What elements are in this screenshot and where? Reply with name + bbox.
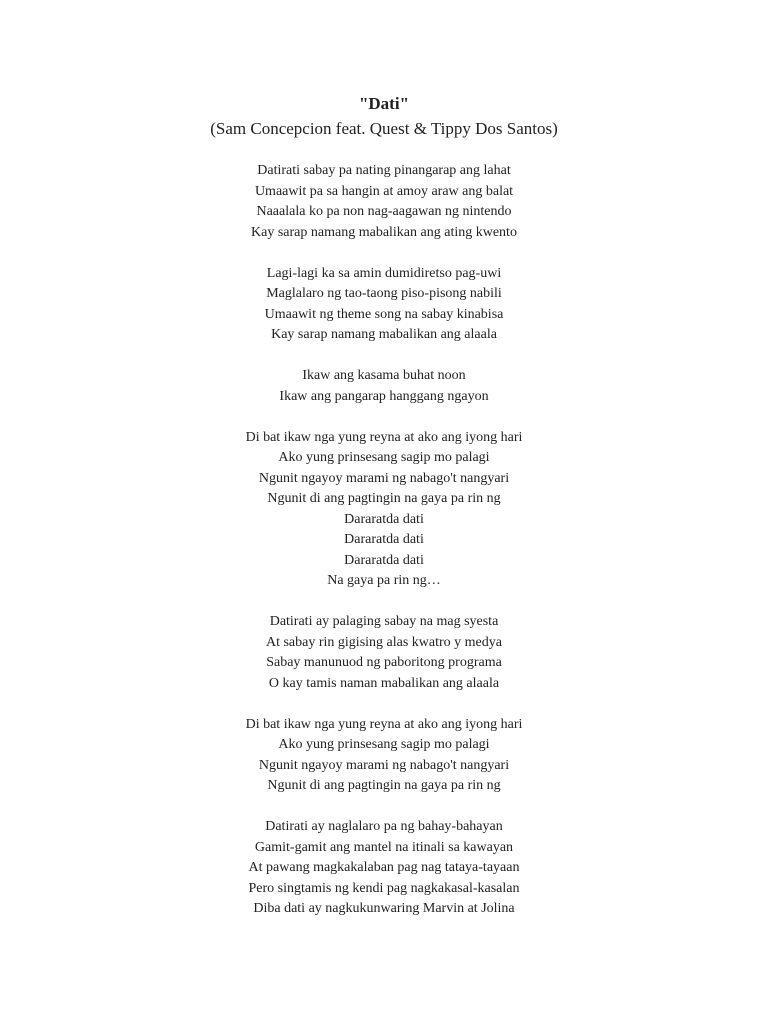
lyric-line: Ngunit di ang pagtingin na gaya pa rin ng [267,491,501,506]
lyric-line: Ngunit di ang pagtingin na gaya pa rin ng [267,778,501,793]
lyric-stanza [0,715,768,797]
lyric-line: Dararatda dati [344,511,424,527]
lyric-line: Di bat ikaw nga yung reyna at ako ang iyong hari [245,716,523,732]
lyric-line: Dararatda dati [344,532,424,547]
lyric-line: Naaalala ko pa non nag-aagawan ng nintendo [256,204,512,219]
lyric-line: At sabay rin gigising alas kwatro y medya [265,634,502,650]
lyric-line: Umaawit ng theme song na sabay kinabisa [264,306,504,322]
lyrics-body [0,161,768,940]
lyric-line: Ako yung prinsesang sagip mo palagi [278,450,490,465]
lyric-line: Umaawit pa sa hangin at amoy araw ang balat [254,183,514,199]
lyric-line: Ngunit ngayoy marami ng nabago't nangyari [258,757,510,773]
lyric-line: Ikaw ang pangarap hanggang ngayon [279,388,489,404]
lyric-stanza [0,612,768,694]
lyric-line: Diba dati ay nagkukunwaring Marvin at Jolina [253,901,515,916]
lyric-line: O kay tamis naman mabalikan ang alaala [268,675,500,691]
lyric-line: Maglalaro ng tao-taong piso-pisong nabili [266,286,502,301]
lyric-line: Ako yung prinsesang sagip mo palagi [278,737,490,752]
lyric-line: Pero singtamis ng kendi pag nagkakasal-kasalan [248,880,520,896]
lyric-line: Na gaya pa rin ng… [327,573,441,588]
lyric-line: Lagi-lagi ka sa amin dumidiretso pag-uwi [266,265,502,281]
song-artists: (Sam Concepcion feat. Quest & Tippy Dos Santos) [210,119,558,138]
lyric-line: Dararatda dati [344,552,424,568]
lyric-stanza [0,366,768,407]
lyric-line: Datirati sabay pa nating pinangarap ang lahat [257,163,511,178]
lyric-stanza [0,428,768,592]
lyric-stanza [0,817,768,920]
lyric-line: Datirati ay palaging sabay na mag syesta [269,614,499,629]
lyric-line: Kay sarap namang mabalikan ang ating kwento [251,224,517,240]
lyric-line: Gamit-gamit ang mantel na itinali sa kawayan [254,839,514,855]
lyric-line: Ngunit ngayoy marami ng nabago't nangyari [258,470,510,486]
song-title: "Dati" [358,94,410,113]
lyric-stanza [0,264,768,346]
lyric-line: Datirati ay naglalaro pa ng bahay-bahayan [265,819,503,834]
lyric-line: Di bat ikaw nga yung reyna at ako ang iyong hari [245,429,523,445]
lyric-stanza [0,161,768,243]
lyric-line: Kay sarap namang mabalikan ang alaala [271,327,497,342]
lyric-line: Ikaw ang kasama buhat noon [302,368,466,383]
lyric-line: Sabay manunuod ng paboritong programa [266,655,502,670]
lyric-line: At pawang magkakalaban pag nag tataya-tayaan [248,860,520,875]
